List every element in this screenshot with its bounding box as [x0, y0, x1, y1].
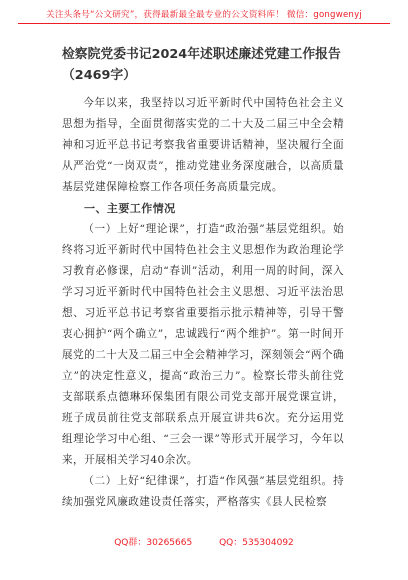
document-title: 检察院党委书记2024年述职述廉述党建工作报告（2469字）	[62, 47, 341, 83]
section-heading: 一、主要工作情况	[84, 202, 176, 215]
header-banner: 关注头条号“公文研究”，获得最新最全最专业的公文资料库！ 微信：gongwenyj	[46, 10, 362, 20]
document-body	[62, 93, 344, 513]
footer-qq: QQ：535304092	[219, 538, 294, 548]
header-divider	[18, 23, 390, 24]
paragraph-theory-course: （一）上好“理论课”，打造“政治强”基层党组织。始终将习近平新时代中国特色社会主义思想作为政治理论学习教育必修课，启动“春训”活动，利用一周的时间，深入学习习近平新时代中国特色社会主义思想、习近平法治思想、习近平总书记考察省重要指示批示精神等，引导干警衷心拥护“两个确立”，忠诚践行“两个维护”。第一时间开展党的二十大及二届三中全会精神学习，深刻领会“两个确立”的决定性意义，提高“政治三力”。检察长带头前往党支部联系点德琳环保集团有限公司党支部开展党课宣讲，班子成员前往党支部联系点开展宣讲共6次。充分运用党组理论学习中心组、“三会一课”等形式开展学习，今年以来，开展相关学习40余次。	[62, 223, 344, 466]
footer-contact	[0, 535, 408, 548]
paragraph-discipline-course: （二）上好“纪律课”，打造“作风强”基层党组织。持续加强党风廉政建设责任落实，严格落实《县人民检察	[62, 475, 344, 508]
footer-qq-group: QQ群：30265665	[114, 538, 193, 548]
intro-paragraph: 今年以来，我坚持以习近平新时代中国特色社会主义思想为指导，全面贯彻落实党的二十大及二届三中全会精神和习近平总书记考察我省重要讲话精神，坚决履行全面从严治党“一岗双责”，推动党建业务深度融合，以高质量基层党建保障检察工作各项任务高质量完成。	[62, 97, 344, 193]
